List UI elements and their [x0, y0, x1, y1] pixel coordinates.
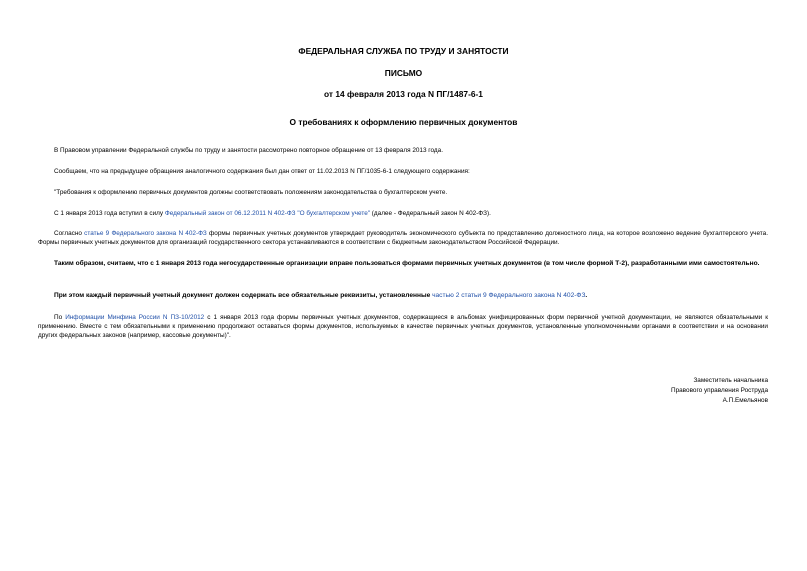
paragraph-8 [38, 313, 768, 340]
part-2-article-9-link[interactable]: частью 2 статьи 9 Федерального закона N 402-ФЗ [432, 292, 586, 299]
paragraph-5-text-end: формы первичных учетных документов утверждает руководитель экономического субъекта по представлению должностного лица, на которое возложено ведение бухгалтерского учета. Формы первичных учетных документов для организаций государственного сектора устанавливаются в соответствии с бюджетным законодательством Российской Федерации. [38, 230, 768, 246]
signature-name: А.П.Емельянов [722, 397, 768, 404]
paragraph-5 [38, 229, 768, 247]
article-9-link[interactable]: статье 9 Федерального закона N 402-ФЗ [84, 230, 207, 237]
document-type: ПИСЬМО [384, 68, 423, 78]
paragraph-7-text-start: При этом каждый первичный учетный документ должен содержать все обязательные реквизиты, установленные [54, 292, 433, 299]
paragraph-1: В Правовом управлении Федеральной службы по труду и занятости рассмотрено повторное обращение от 13 февраля 2013 года. [54, 147, 443, 154]
paragraph-4 [38, 209, 768, 218]
document-subject: О требованиях к оформлению первичных документов [289, 117, 518, 127]
signature-department: Правового управления Роструда [670, 387, 768, 394]
paragraph-3: "Требования к оформлению первичных документов должны соответствовать положениям законодательства о бухгалтерском учете. [54, 189, 448, 196]
paragraph-7 [38, 291, 768, 301]
paragraph-5-text-start: Согласно [54, 230, 85, 237]
agency-title: ФЕДЕРАЛЬНАЯ СЛУЖБА ПО ТРУДУ И ЗАНЯТОСТИ [298, 46, 509, 56]
paragraph-4-text-start: С 1 января 2013 года вступил в силу [54, 210, 165, 217]
paragraph-6: Таким образом, считаем, что с 1 января 2013 года негосударственные организации вправе пользоваться формами первичных учетных документов (в том числе формой Т-2), разработанными ими самостоятельно. [54, 260, 760, 267]
signature-block [671, 376, 768, 406]
minfin-info-link[interactable]: Информации Минфина России N ПЗ-10/2012 [65, 314, 205, 321]
paragraph-7-text-end: . [585, 292, 588, 299]
law-402-fz-link[interactable]: Федеральный закон от 06.12.2011 N 402-ФЗ "О бухгалтерском учете" [164, 210, 371, 217]
paragraph-8-text-end: с 1 января 2013 года формы первичных учетных документов, содержащиеся в альбомах унифицированных форм первичной учетной документации, не являются обязательными к применению. Вместе с тем обязательными к применению продолжают оставаться формы документов, используемых в качестве первичных учетных документов, установленные уполномоченными органами в соответствии и на основании других федеральных законов (например, кассовые документы)". [38, 314, 768, 339]
paragraph-8-text-start: По [54, 314, 66, 321]
signature-position: Заместитель начальника [693, 377, 768, 384]
paragraph-2: Сообщаем, что на предыдущее обращения аналогичного содержания был дан ответ от 11.02.2013 N ПГ/1035-6-1 следующего содержания: [54, 168, 470, 175]
document-date-number: от 14 февраля 2013 года N ПГ/1487-6-1 [324, 89, 483, 99]
paragraph-4-text-end: (далее - Федеральный закон N 402-ФЗ). [370, 210, 491, 217]
